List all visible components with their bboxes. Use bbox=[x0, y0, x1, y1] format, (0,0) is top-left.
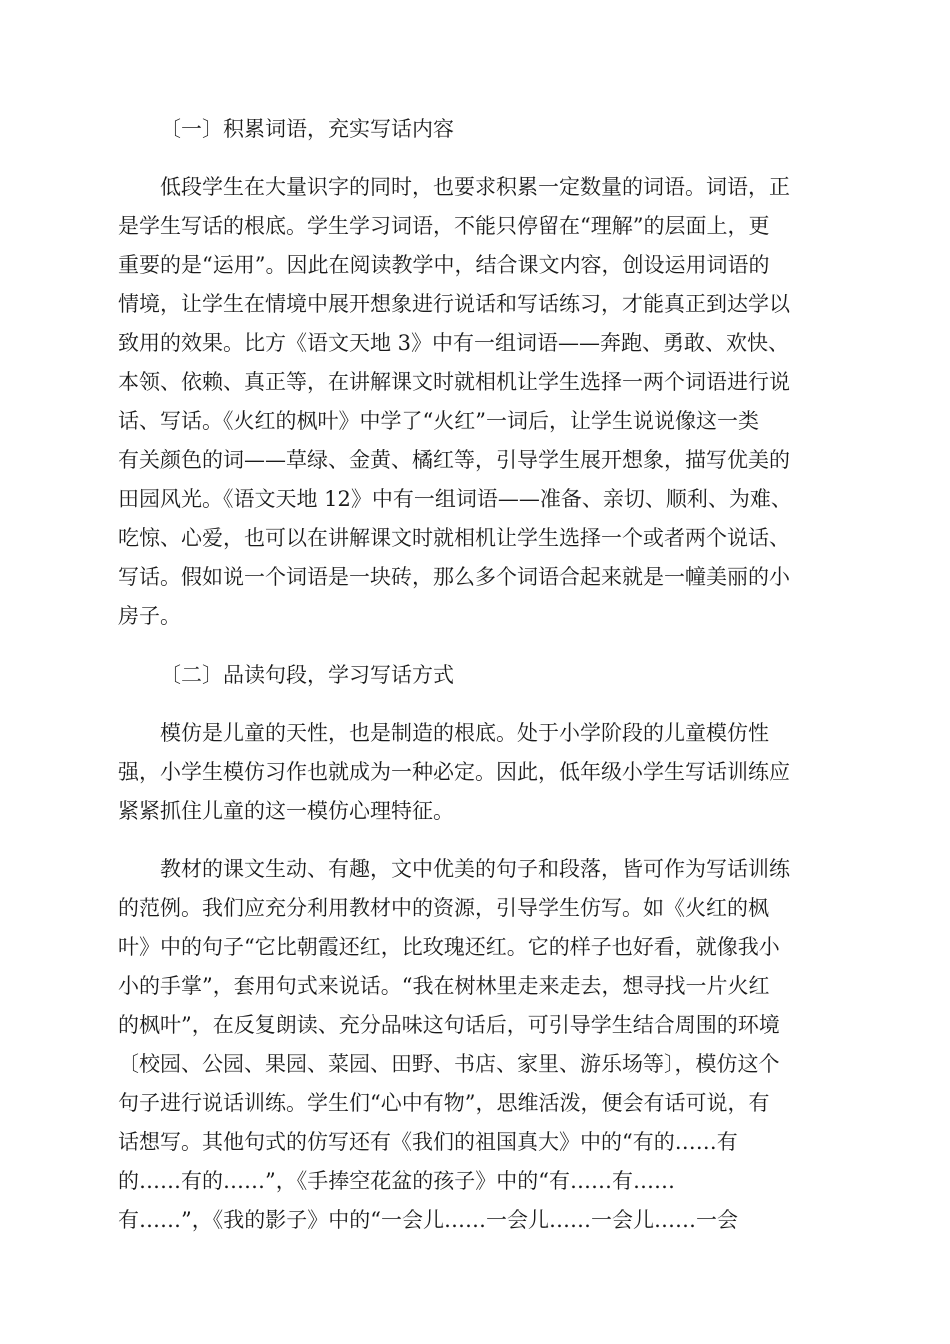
spacer bbox=[118, 149, 832, 168]
text-line: 写话。假如说一个词语是一块砖，那么多个词语合起来就是一幢美丽的小 bbox=[118, 565, 790, 589]
document-page bbox=[118, 110, 832, 1240]
text-line: 小的手掌”，套用句式来说话。“我在树林里走来走去，想寻找一片火红 bbox=[118, 974, 770, 998]
text-line: 话想写。其他句式的仿写还有《我们的祖国真大》中的“有的……有 bbox=[118, 1130, 738, 1154]
spacer bbox=[118, 695, 832, 714]
text-line: 有……”，《我的影子》中的“一会儿……一会儿……一会儿……一会 bbox=[118, 1208, 738, 1232]
text-line: 强，小学生模仿习作也就成为一种必定。因此，低年级小学生写话训练应 bbox=[118, 760, 790, 784]
text-line: 〔校园、公园、果园、菜园、田野、书店、家里、游乐场等〕，模仿这个 bbox=[118, 1052, 780, 1076]
text-line: 吃惊、心爱，也可以在讲解课文时就相机让学生选择一个或者两个说话、 bbox=[118, 526, 790, 550]
text-line: 模仿是儿童的天性，也是制造的根底。处于小学阶段的儿童模仿性 bbox=[118, 721, 769, 745]
text-line: 有关颜色的词——草绿、金黄、橘红等，引导学生展开想象，描写优美的 bbox=[118, 448, 790, 472]
text-line: 是学生写话的根底。学生学习词语，不能只停留在“理解”的层面上，更 bbox=[118, 214, 770, 238]
text-line: 的范例。我们应充分利用教材中的资源，引导学生仿写。如《火红的枫 bbox=[118, 896, 769, 920]
text-line: 的枫叶”，在反复朗读、充分品味这句话后，可引导学生结合周围的环境 bbox=[118, 1013, 780, 1037]
text-line: 田园风光。《语文天地 12》中有一组词语——准备、亲切、顺利、为难、 bbox=[118, 487, 792, 511]
text-line: 叶》中的句子“它比朝霞还红，比玫瑰还红。它的样子也好看，就像我小 bbox=[118, 935, 780, 959]
text-line: 致用的效果。比方《语文天地 3》中有一组词语——奔跑、勇敢、欢快、 bbox=[118, 331, 790, 355]
text-line: 本领、依赖、真正等，在讲解课文时就相机让学生选择一两个词语进行说 bbox=[118, 370, 790, 394]
section-2-paragraph-1 bbox=[118, 714, 832, 831]
text-line: 情境，让学生在情境中展开想象进行说话和写话练习，才能真正到达学以 bbox=[118, 292, 790, 316]
section-2-paragraph-2 bbox=[118, 850, 832, 1240]
text-line: 低段学生在大量识字的同时，也要求积累一定数量的词语。词语，正 bbox=[118, 175, 790, 199]
section-heading-1: 〔一〕积累词语，充实写话内容 bbox=[160, 117, 454, 141]
text-line: 话、写话。《火红的枫叶》中学了“火红”一词后，让学生说说像这一类 bbox=[118, 409, 759, 433]
text-line: 紧紧抓住儿童的这一模仿心理特征。 bbox=[118, 799, 454, 823]
text-line: 句子进行说话训练。学生们“心中有物”，思维活泼，便会有话可说，有 bbox=[118, 1091, 770, 1115]
text-line: 重要的是“运用”。因此在阅读教学中，结合课文内容，创设运用词语的 bbox=[118, 253, 770, 277]
section-1-paragraph-1 bbox=[118, 168, 832, 636]
section-heading-2: 〔二〕品读句段，学习写话方式 bbox=[160, 663, 454, 687]
text-line: 房子。 bbox=[118, 604, 181, 628]
spacer bbox=[118, 831, 832, 850]
text-line: 教材的课文生动、有趣，文中优美的句子和段落，皆可作为写话训练 bbox=[118, 857, 790, 881]
text-line: 的……有的……”，《手捧空花盆的孩子》中的“有……有…… bbox=[118, 1169, 675, 1193]
spacer bbox=[118, 636, 832, 656]
